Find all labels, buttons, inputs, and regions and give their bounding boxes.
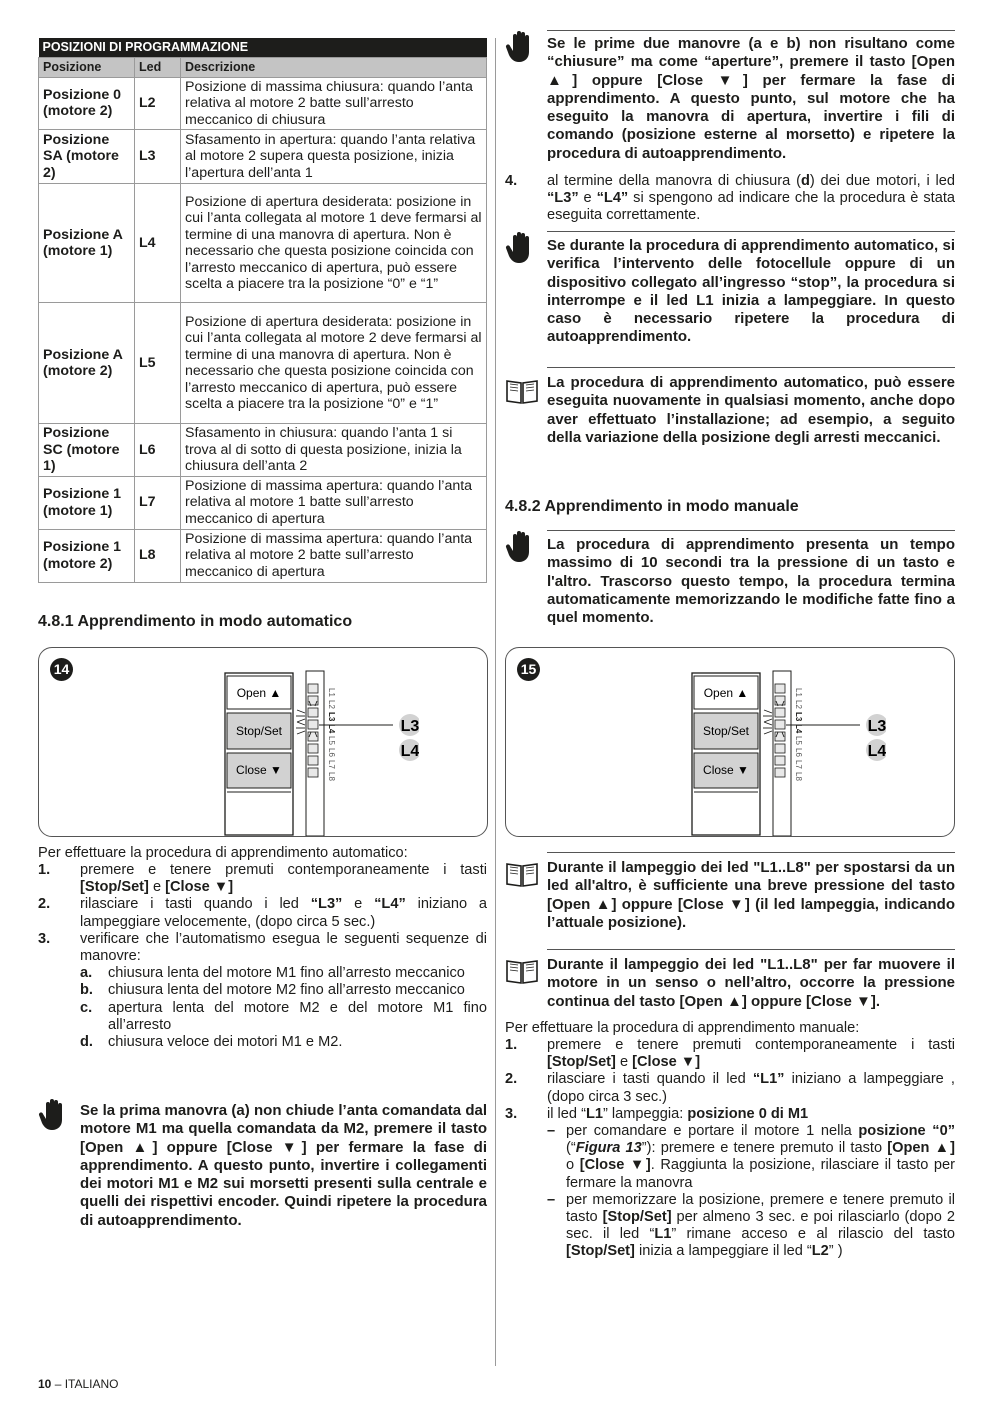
warning-note-2 bbox=[505, 231, 955, 353]
open-button-label: Open ▲ bbox=[236, 686, 282, 700]
close-button-label: Close ▼ bbox=[703, 763, 749, 777]
table-row-led: L2 bbox=[135, 77, 181, 130]
substep-letter: c. bbox=[80, 999, 93, 1016]
header-position: Posizione bbox=[39, 57, 135, 77]
led-label: L5 bbox=[327, 736, 336, 745]
hand-stop-icon bbox=[505, 530, 539, 564]
step-number: 3. bbox=[505, 1105, 518, 1122]
substep-letter: a. bbox=[80, 965, 93, 982]
led-label: L1 bbox=[327, 688, 336, 697]
substep-text: chiusura lenta del motore M2 fino all’arresto meccanico bbox=[108, 982, 465, 999]
led-label: L3 bbox=[794, 712, 803, 722]
substep-text: chiusura lenta del motore M1 fino all’arresto meccanico bbox=[108, 965, 465, 982]
page-number: 10 bbox=[38, 1377, 52, 1391]
table-row-desc: Posizione di apertura desiderata: posizione in cui l’anta collegata al motore 1 deve fermarsi al termine di una manovra di apertura. Non è necessario che questa posizione coincida con l’arresto meccanico di apertura, può essere scelta a piacere tra la posizione “0” e “1” bbox=[181, 184, 487, 303]
table-row-desc: Sfasamento in apertura: quando l’anta relativa al motore 2 supera questa posizione, inizia l’apertura dell’anta 1 bbox=[181, 130, 487, 184]
step-number: 1. bbox=[505, 1037, 518, 1053]
hand-stop-icon bbox=[38, 1098, 72, 1132]
table-row-pos: Posizione SC (motore 1) bbox=[39, 424, 135, 477]
note-text: Durante il lampeggio dei led "L1..L8" per far muovere il motore in un senso o nell’altro, occorre la pressione continua del tasto [Open ▲] oppure [Close ▼]. bbox=[547, 956, 955, 1010]
figure-number: 15 bbox=[517, 658, 540, 681]
info-note-5 bbox=[505, 852, 955, 936]
substep-letter: b. bbox=[80, 982, 93, 999]
callout-l4: L4 bbox=[400, 743, 419, 760]
table-row-pos: Posizione 0 (motore 2) bbox=[39, 77, 135, 130]
auto-intro: Per effettuare la procedura di apprendimento automatico: bbox=[38, 845, 408, 861]
note-text: Se la prima manovra (a) non chiude l’anta comandata dal motore M1 ma quella comandata da M2, premere il tasto [Open ▲] oppure [Close ▼] per fermare la fase di apprendimento. A questo punto, invertire i collegamenti dei motori M1 e M2 sui morsetti presenti sulla centrale e quelli dei rispettivi encoder. Quindi ripetere la procedura di autoapprendimento. bbox=[80, 1102, 487, 1229]
info-note-3 bbox=[505, 367, 955, 471]
note-rule bbox=[547, 949, 955, 950]
step-number: 1. bbox=[38, 862, 51, 878]
figure-14 bbox=[38, 647, 488, 837]
hand-stop-icon bbox=[505, 30, 539, 64]
close-button-label: Close ▼ bbox=[236, 763, 282, 777]
note-rule bbox=[547, 530, 955, 531]
substep-text: apertura lenta del motore M2 e del motore M1 fino all’arresto bbox=[108, 999, 487, 1033]
auto-step-4 bbox=[505, 173, 955, 225]
led-label: L8 bbox=[794, 772, 803, 781]
list-item: 1. premere e tenere premuti contemporaneamente i tasti [Stop/Set] e [Close ▼] bbox=[38, 862, 487, 896]
note-text: La procedura di apprendimento automatico, può essere eseguita nuovamente in qualsiasi momento, anche dopo aver effettuato l’installazione; ad esempio, a seguito della variazione della posizione degli arresti meccanici. bbox=[547, 374, 955, 446]
dash-item: – per comandare e portare il motore 1 nella posizione “0” (“Figura 13”): premere e tenere premuto il tasto [Open ▲] o [Close ▼]. Raggiunta la posizione, rilasciare il tasto per fermare la manovra bbox=[547, 1123, 956, 1191]
control-panel-diagram bbox=[189, 668, 419, 836]
substep bbox=[80, 1000, 487, 1034]
hand-stop-icon bbox=[505, 231, 539, 265]
led-label: L4 bbox=[327, 724, 336, 734]
table-title: POSIZIONI DI PROGRAMMAZIONE bbox=[39, 38, 487, 57]
warning-note-auto bbox=[38, 1098, 487, 1238]
figure-15 bbox=[505, 647, 955, 837]
stopset-button-label: Stop/Set bbox=[235, 724, 283, 738]
footer-language: ITALIANO bbox=[64, 1377, 119, 1391]
table-row-pos: Posizione SA (motore 2) bbox=[39, 130, 135, 184]
list-item: 2. rilasciare i tasti quando i led “L3” e “L4” iniziano a lampeggiare velocemente, (dopo circa 5 sec.) bbox=[38, 896, 487, 930]
column-divider bbox=[495, 38, 496, 1366]
warning-note-4 bbox=[505, 530, 955, 632]
step-number: 2. bbox=[38, 896, 51, 913]
table-row-led: L4 bbox=[135, 184, 181, 303]
figure-number: 14 bbox=[50, 658, 73, 681]
callout-l4: L4 bbox=[867, 743, 886, 760]
table-row-desc: Sfasamento in chiusura: quando l’anta 1 si trova al di sotto di questa posizione, inizia la chiusura dell’anta 2 bbox=[181, 424, 487, 477]
section-heading-auto: 4.8.1 Apprendimento in modo automatico bbox=[38, 613, 353, 630]
led-label: L4 bbox=[794, 724, 803, 734]
dash-item: – per memorizzare la posizione, premere e tenere premuto il tasto [Stop/Set] per almeno 3 sec. e poi rilasciarlo (dopo 2 sec. il led “L1” rimane acceso e al rilascio del tasto [Stop/Set] inizia a lampeggiare il led “L2” ) bbox=[547, 1191, 956, 1260]
led-label: L3 bbox=[327, 712, 336, 722]
led-label: L2 bbox=[327, 700, 336, 709]
manual-steps bbox=[505, 1037, 955, 1261]
note-rule bbox=[547, 30, 955, 31]
led-label: L1 bbox=[794, 688, 803, 697]
note-rule bbox=[547, 852, 955, 853]
step-number: 2. bbox=[505, 1071, 518, 1088]
led-label: L5 bbox=[794, 736, 803, 745]
warning-note-1 bbox=[505, 30, 955, 170]
table-row-pos: Posizione A (motore 2) bbox=[39, 303, 135, 424]
list-item: 3. il led “L1” lampeggia: posizione 0 di M1 – per comandare e portare il motore 1 nella posizione “0” (“Figura 13”): premere e tenere premuto il tasto [Open ▲] o [Close ▼]. Raggiunta la posizione, rilasciare il tasto per fermare la manovra – per memorizzare la posizione, premere e tenere premuto il tasto [Stop/Set] per almeno 3 sec. e poi rilasciarlo (dopo 2 sec. il led “L1” rimane acceso e al rilascio del tasto [Stop/Set] inizia a lampeggiare il led “L2” ) bbox=[505, 1105, 956, 1260]
table-row-led: L5 bbox=[135, 303, 181, 424]
programming-positions-table bbox=[38, 38, 487, 583]
stopset-button-label: Stop/Set bbox=[702, 724, 750, 738]
note-text: La procedura di apprendimento presenta un tempo massimo di 10 secondi tra la pressione di un tasto e l'altro. Trascorso questo tempo, la procedura termina automaticamente memorizzando le modifiche fatte fino a quel momento. bbox=[547, 536, 955, 627]
list-item: 1. premere e tenere premuti contemporaneamente i tasti [Stop/Set] e [Close ▼] bbox=[505, 1037, 955, 1071]
control-panel-diagram bbox=[656, 668, 886, 836]
substep-letter: d. bbox=[80, 1034, 93, 1051]
table-row-led: L7 bbox=[135, 476, 181, 529]
table-row-desc: Posizione di massima chiusura: quando l’anta relativa al motore 2 batte sull’arresto meccanico di chiusura bbox=[181, 77, 487, 130]
manual-intro: Per effettuare la procedura di apprendimento manuale: bbox=[505, 1020, 860, 1036]
section-heading-manual: 4.8.2 Apprendimento in modo manuale bbox=[505, 498, 799, 515]
table-row-led: L8 bbox=[135, 529, 181, 582]
page-footer: 10 – ITALIANO bbox=[38, 1377, 119, 1391]
callout-l3: L3 bbox=[867, 718, 886, 735]
table-row-pos: Posizione 1 (motore 2) bbox=[39, 529, 135, 582]
step-number: 4. bbox=[505, 173, 518, 189]
header-led: Led bbox=[135, 57, 181, 77]
led-label: L6 bbox=[327, 748, 336, 757]
table-row-pos: Posizione 1 (motore 1) bbox=[39, 476, 135, 529]
table-row-desc: Posizione di massima apertura: quando l’anta relativa al motore 1 batte sull’arresto meccanico di apertura bbox=[181, 476, 487, 529]
table-row-desc: Posizione di apertura desiderata: posizione in cui l’anta collegata al motore 2 deve fermarsi al termine di una manovra di apertura. Non è necessario che questa posizione coincida con l’arresto meccanico di apertura, può essere scelta a piacere tra la posizione “0” e “1” bbox=[181, 303, 487, 424]
book-icon bbox=[505, 953, 539, 987]
book-icon bbox=[505, 856, 539, 890]
table-row-desc: Posizione di massima apertura: quando l’anta relativa al motore 2 batte sull’arresto meccanico di apertura bbox=[181, 529, 487, 582]
substep bbox=[80, 965, 487, 982]
substep-text: chiusura veloce dei motori M1 e M2. bbox=[108, 1034, 343, 1051]
led-label: L8 bbox=[327, 772, 336, 781]
led-label: L2 bbox=[794, 700, 803, 709]
led-label: L6 bbox=[794, 748, 803, 757]
note-text: Se le prime due manovre (a e b) non risultano come “chiusure” ma come “aperture”, premere il tasto [Open ▲] oppure [Close ▼] per fermare la fase di apprendimento. A questo punto, sul motore che ha eseguito la manovra di apertura, invertire i fili di comando (posizione esterne al morsetto) e ripetere la procedura di autoapprendimento. bbox=[547, 35, 955, 162]
list-item: 4. al termine della manovra di chiusura (d) dei due motori, i led “L3” e “L4” si spengono ad indicare che la procedura è stata eseguita correttamente. bbox=[505, 173, 955, 224]
note-rule bbox=[547, 367, 955, 368]
open-button-label: Open ▲ bbox=[703, 686, 749, 700]
note-rule bbox=[547, 231, 955, 232]
header-description: Descrizione bbox=[181, 57, 487, 77]
auto-steps bbox=[38, 862, 487, 1051]
list-item: 3. verificare che l’automatismo esegua le seguenti sequenze di manovre: a. chiusura lenta del motore M1 fino all’arresto meccanico b. chiusura lenta del motore M2 fino all’arresto meccanico c. apertura lenta del motore M2 e del motore M1 fino all’arresto d. chiusura veloce dei motori M1 e M2. bbox=[38, 930, 487, 1051]
info-note-6 bbox=[505, 949, 955, 1015]
note-text: Durante il lampeggio dei led "L1..L8" per spostarsi da un led all'altro, è sufficiente una breve pressione del tasto [Open ▲] oppure [Close ▼] (il led lampeggia, indicando l’attuale posizione). bbox=[547, 859, 955, 931]
note-text: Se durante la procedura di apprendimento automatico, si verifica l’intervento delle fotocellule oppure di un dispositivo collegato all’ingresso “stop”, la procedura si interrompe e il led L1 inizia a lampeggiare. In questo caso è necessario ripetere la procedura di autoapprendimento. bbox=[547, 237, 955, 346]
led-label: L7 bbox=[327, 760, 336, 769]
substep bbox=[80, 982, 487, 999]
list-item: 2. rilasciare i tasti quando il led “L1” iniziano a lampeggiare , (dopo circa 3 sec.) bbox=[505, 1071, 955, 1105]
book-icon bbox=[505, 373, 539, 407]
callout-l3: L3 bbox=[400, 718, 419, 735]
table-row-pos: Posizione A (motore 1) bbox=[39, 184, 135, 303]
table-row-led: L6 bbox=[135, 424, 181, 477]
led-label: L7 bbox=[794, 760, 803, 769]
step-number: 3. bbox=[38, 930, 51, 947]
substep bbox=[80, 1034, 487, 1051]
table-row-led: L3 bbox=[135, 130, 181, 184]
